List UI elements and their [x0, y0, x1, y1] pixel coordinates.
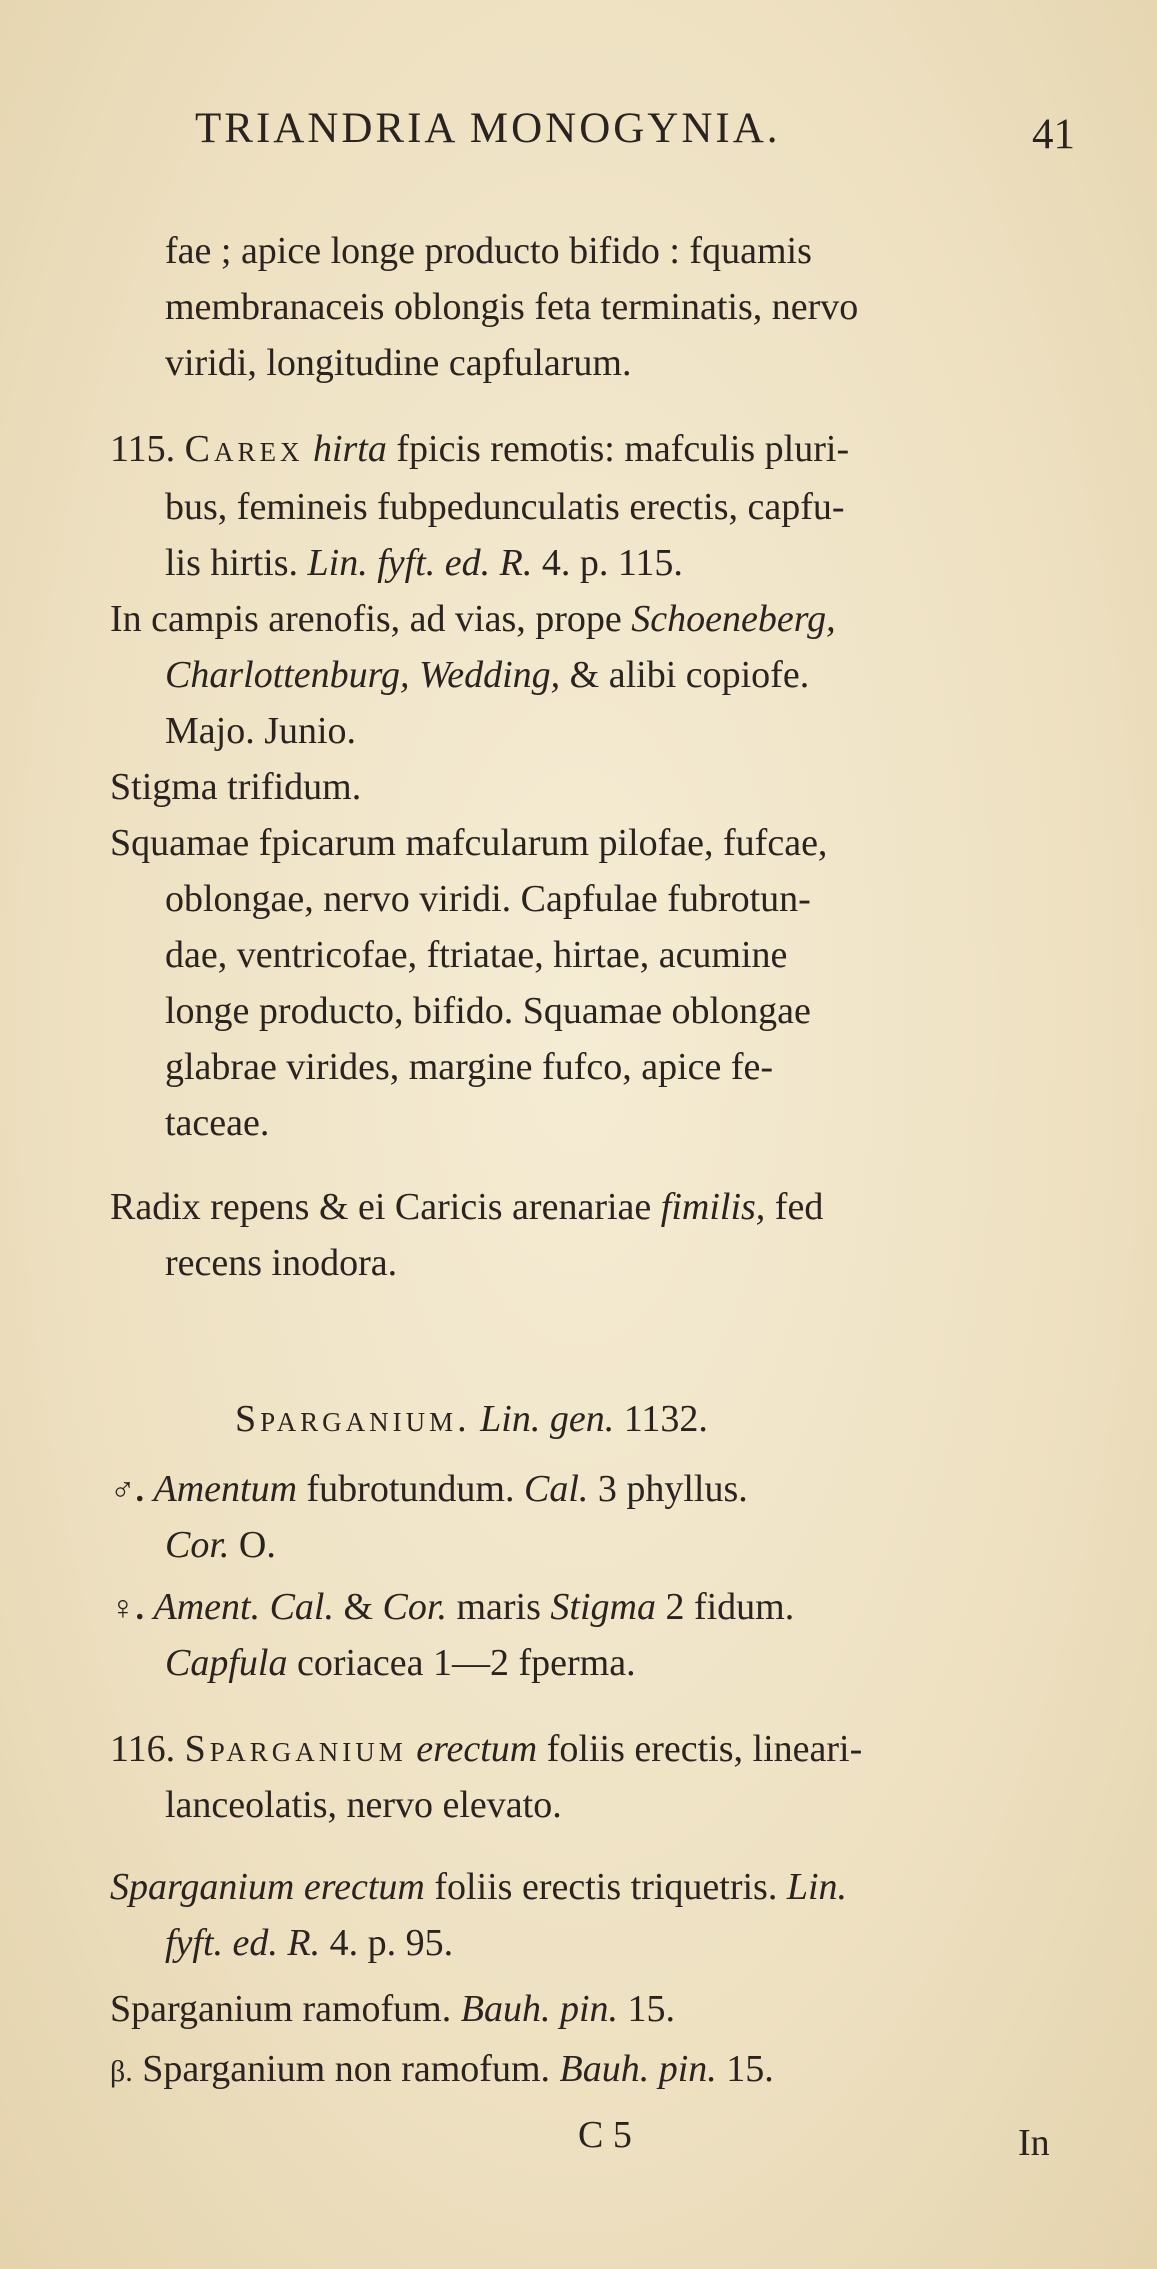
text-line: longe producto, bifido. Squamae oblongae	[165, 990, 811, 1032]
genus-heading: Sparganium. Lin. gen. 1132.	[235, 1398, 708, 1440]
text-line: Capfula coriacea 1—2 fperma.	[165, 1642, 636, 1684]
text-line: viridi, longitudine capfularum.	[165, 342, 632, 384]
entry-number: 116.	[110, 1728, 176, 1770]
signature-mark: C 5	[578, 2114, 632, 2156]
beta-symbol: β.	[110, 2055, 133, 2088]
text-line: fyft. ed. R. 4. p. 95.	[165, 1922, 454, 1964]
place-name: Schoeneberg,	[631, 598, 836, 640]
male-symbol: ♂.	[110, 1472, 144, 1509]
text-line: Majo. Junio.	[165, 710, 357, 752]
catchword: In	[1018, 2122, 1050, 2164]
text-line: recens inodora.	[165, 1242, 398, 1284]
species-epithet: erectum	[416, 1728, 538, 1770]
text-line: taceae.	[165, 1102, 270, 1144]
citation: Lin. fyft. ed. R.	[307, 542, 533, 584]
citation: Lin. gen.	[480, 1398, 615, 1440]
page-header	[195, 104, 1075, 164]
text-line: lis hirtis. Lin. fyft. ed. R. 4. p. 115.	[165, 542, 683, 584]
place-name: Wedding,	[419, 654, 561, 696]
text-line: Squamae fpicarum mafcularum pilofae, fufcae,	[110, 822, 828, 864]
text-line: ♀. Ament. Cal. & Cor. maris Stigma 2 fidum.	[110, 1586, 795, 1628]
species-entry-line: 116. Sparganium erectum foliis erectis, lineari-	[110, 1728, 863, 1770]
text-line: glabrae virides, margine fufco, apice fe-	[165, 1046, 774, 1088]
page-number: 41	[1032, 111, 1075, 158]
text-line: ♂. Amentum fubrotundum. Cal. 3 phyllus.	[110, 1468, 748, 1510]
entry-number: 115.	[110, 428, 176, 470]
text-line: membranaceis oblongis feta terminatis, nervo	[165, 286, 859, 328]
text-line: Charlottenburg, Wedding, & alibi copiofe.	[165, 654, 810, 696]
place-name: Charlottenburg,	[165, 654, 410, 696]
female-symbol: ♀.	[110, 1590, 144, 1627]
species-epithet: hirta	[312, 428, 387, 470]
genus-name: Sparganium	[184, 1728, 407, 1770]
text-line: Sparganium erectum foliis erectis triquetris. Lin.	[110, 1866, 848, 1908]
text-line: Stigma trifidum.	[110, 766, 362, 808]
genus-name: Sparganium.	[235, 1398, 471, 1440]
species-entry-line: 115. Carex hirta fpicis remotis: mafculis pluri-	[110, 428, 850, 470]
running-title: TRIANDRIA MONOGYNIA.	[195, 105, 781, 152]
genus-name: Carex	[184, 428, 304, 470]
text-line: Radix repens & ei Caricis arenariae fimilis, fed	[110, 1186, 824, 1228]
text-line: fae ; apice longe producto bifido : fquamis	[165, 230, 812, 272]
text-line: β. Sparganium non ramofum. Bauh. pin. 15.	[110, 2048, 774, 2090]
text-line: Cor. O.	[165, 1524, 276, 1566]
text-line: In campis arenofis, ad vias, prope Schoeneberg,	[110, 598, 836, 640]
text-line: bus, femineis fubpedunculatis erectis, capfu-	[165, 486, 845, 528]
text-line: Sparganium ramofum. Bauh. pin. 15.	[110, 1988, 676, 2030]
text-line: oblongae, nervo viridi. Capfulae fubrotun-	[165, 878, 811, 920]
text-line: dae, ventricofae, ftriatae, hirtae, acumine	[165, 934, 788, 976]
text-line: lanceolatis, nervo elevato.	[165, 1784, 562, 1826]
